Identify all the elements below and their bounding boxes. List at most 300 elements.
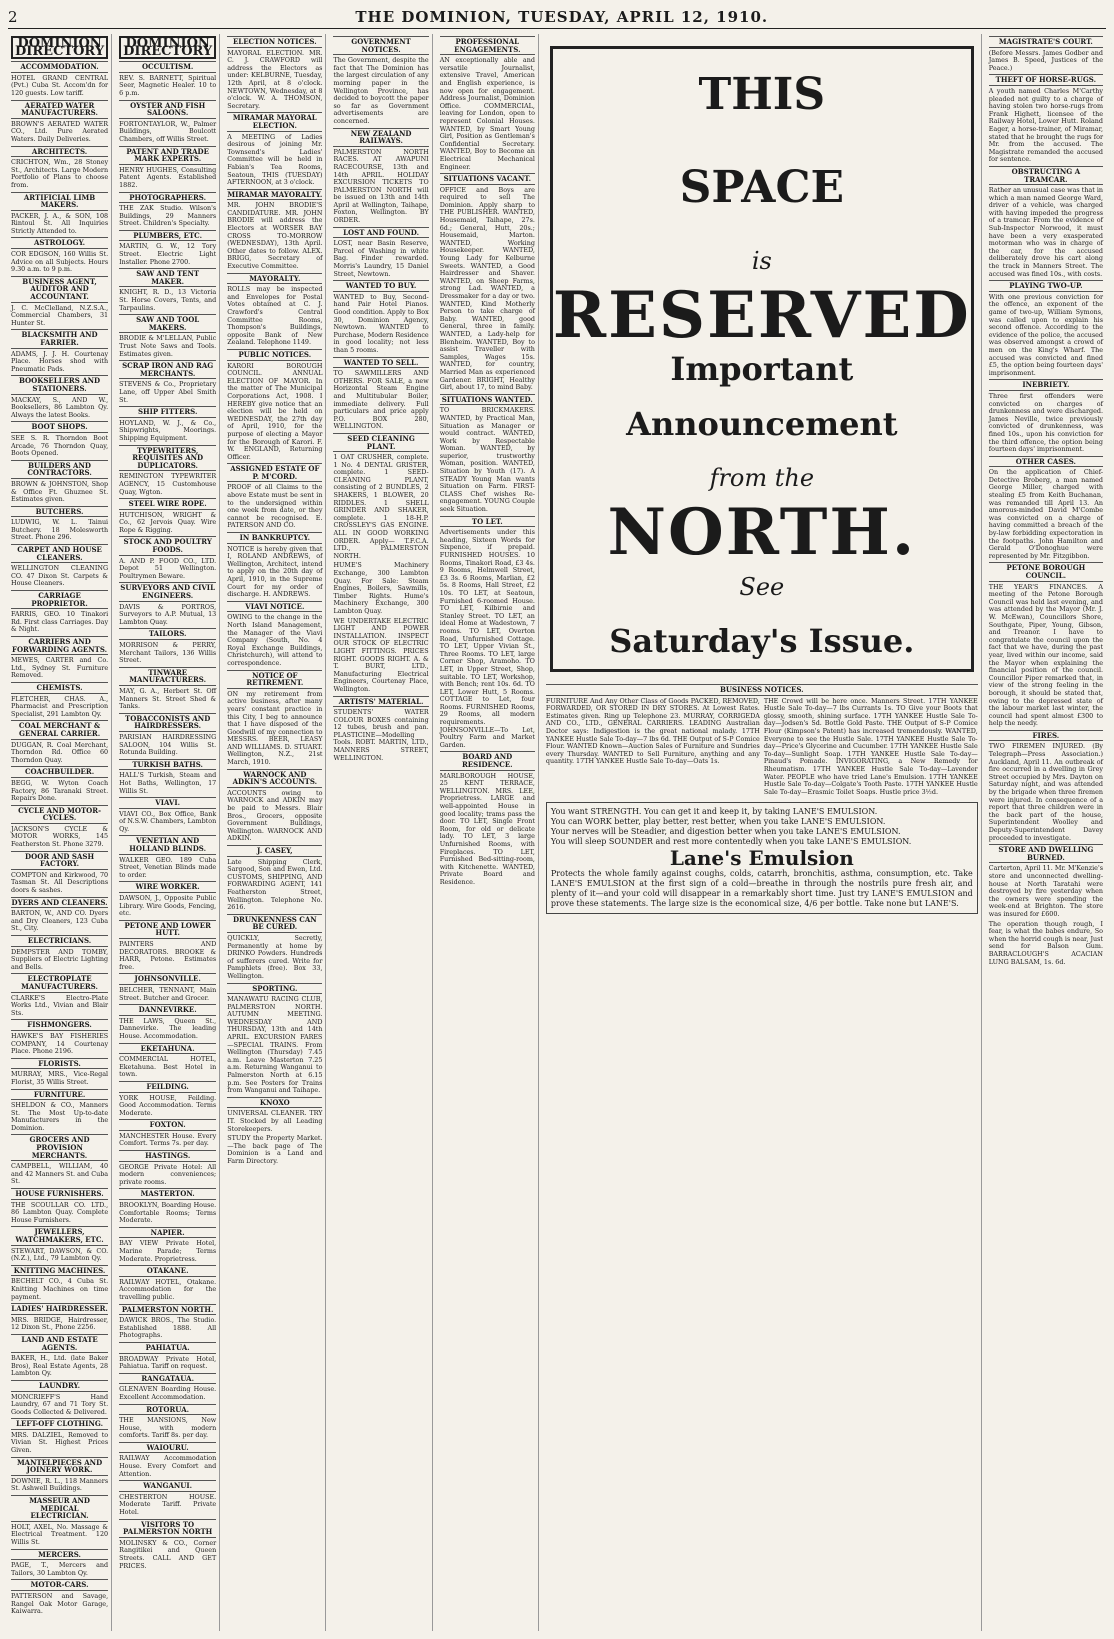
article-text: THE LAWS, Queen St., Dannevirke. The leading House. Accommodation. [119,1016,217,1040]
article-text: WALKER GEO. 189 Cuba Street, Venetian Blinds made to order. [119,855,217,879]
article [440,36,535,171]
article [11,1188,108,1224]
reserved-line: Important [670,350,854,389]
article [119,667,216,711]
section-heading: BLACKSMITH AND FARRIER. [11,329,108,348]
article [227,273,322,347]
section-heading: MAYORALTY. [227,273,322,285]
section-heading: J. CASEY, [227,845,322,857]
article-text: DEMPSTER AND TOMBY, Suppliers of Electric Lighting and Bells. [11,947,109,971]
newspaper-title: THE DOMINION, TUESDAY, APRIL 12, 1910. [355,8,769,26]
section-heading: PETONE BOROUGH COUNCIL. [989,562,1103,581]
reserved-line: Announcement [626,404,898,443]
section-heading: FURNITURE. [11,1089,108,1101]
article-text: SHELDON & CO., Manners St. The Most Up-to-date Manufacturers in the Dominion. [11,1101,109,1132]
article [11,1334,108,1378]
article [119,406,216,442]
article [227,463,322,530]
article-text: KNIGHT, R. D., 13 Victoria St. Horse Covers, Tents, and Tarpaulins. [119,288,217,312]
article-text: (Before Messrs. James Godber and James B. Speed, Justices of the Peace.) [988,48,1104,72]
business-notices-left: FURNITURE And Any Other Class of Goods PACKED, REMOVED, FORWARDED, OR STORED IN DRY STORES. At Lowest Rates. Estimates given. Ring up Telephone 23. MURRAY, CORRIGEDA AND CO., LTD., GENERAL CARRIERS. LEADING Australian Doctor says: Indigestion is the great national malady. 17TH YANKEE Hustle Sale To-day—7 lbs 6d. THE Output of S-P Comice Flour. WANTED Known—Auction Sales of Furniture and Sundries every Thursday. WANTED to Sell Furniture, anything and any quantity. 17TH YANKEE Hustle Sale To-day—Oats 1s. [545,696,760,766]
section-heading: OBSTRUCTING A TRAMCAR. [989,166,1103,185]
section-heading: ACCOMMODATION. [11,61,108,73]
reserved-line: Saturday's Issue. [609,621,915,660]
article [333,36,428,126]
article-text: GEORGE Private Hotel: All modern conveniences; private rooms. [119,1162,217,1186]
article-text: TO BRICKMAKERS. WANTED, by Practical Man, Situation as Manager or would contract. WANTED, Work by Respectable Woman. WANTED, by superior, trustworthy Woman, position. WANTED, Situation by Youth (17). A STEADY Young Man wants Situation on Farm. FIRST-CLASS Chef wishes Re-engagement. YOUNG Couple seek Situation. [439,406,535,514]
ad-title: Lane's Emulsion [669,846,854,871]
article-text: STEWART, DAWSON, & CO. (N.Z.), Ltd., 79 Lambton Qy. [11,1246,109,1263]
ad-text: Your nerves will be Steadier, and digestion better when you take LANE'S EMULSION. [550,827,901,837]
section-heading: MIRAMAR MAYORAL ELECTION. [227,112,322,131]
article [989,280,1103,377]
article [119,1043,216,1079]
article-text: ADAMS, J. J. H. Courtenay Place. Horses shod with Pneumatic Pads. [11,349,109,373]
article-text: CLARKE'S Electro-Plate Works Ltd., Vivian and Blair Sts. [11,993,109,1017]
article [11,935,108,971]
section-heading: AERATED WATER MANUFACTURERS. [11,100,108,119]
section-heading: DRUNKENNESS CAN BE CURED. [227,914,322,933]
article-text: PROOF of all Claims to the above Estate must be sent in to the undersigned within one week from date, or they cannot be recognised. E. PATERSON AND CO. [227,483,323,530]
section-heading: PHOTOGRAPHERS. [119,192,216,204]
article-text: THE MANSIONS, New House, with modern comforts. Tariff 8s. per day. [119,1416,217,1440]
ad-text: You want STRENGTH. You can get it and keep it, by taking LANE'S EMULSION. [550,807,878,817]
article [11,1579,108,1615]
lanes-emulsion-ad [546,802,978,914]
article-text: HOYLAND, W. J., & Co., Shipwrights, Moorings. Shipping Equipment. [119,418,217,442]
article [11,237,108,273]
article-text: MRS. BRIDGE, Hairdresser, 12 Dixon St., Phone 2256. [11,1315,109,1332]
article-text: MARTIN, G. W., 12 Tory Street. Electric Light Installer. Phone 2700. [119,242,217,266]
section-heading: MIRAMAR MAYORALTY. [227,189,323,199]
article-text: MAYORAL ELECTION. MR. C. J. CRAWFORD will address the Electors as under: KELBURNE, Tuesday, 12th April, at 8 o'clock. NEWTOWN, Wednesday, at 8 o'clock. W. A. THOMSON, Secretary. [227,48,323,110]
article [333,562,428,615]
article [11,1134,108,1186]
section-heading: SPORTING. [227,983,322,995]
directory-list [119,61,216,1570]
article [333,696,428,763]
section-heading: DOOR AND SASH FACTORY. [11,851,108,870]
ad-text: Protects the whole family against coughs, colds, catarrh, bronchitis, asthma, consumption, etc. Take LANE'S EMULSION at the first sign of a cold—breathe in through the nostrils pure fresh air, and plenty of it—and your cold will disappear in a remarkably short time. Just try LANE'S EMULSION and prove these statements. The large size is the economical size, 4/6 per bottle. Take none but LANE'S. [550,869,973,909]
article-text: HUME'S Machinery Exchange, 300 Lambton Quay. For Sale: Steam Engines, Boilers, Sawmills, Timber Rights. Hume's Machinery Exchange, 300 Lambton Quay. [333,561,429,615]
section-heading: PATENT AND TRADE MARK EXPERTS. [119,146,216,165]
section-heading: STORE AND DWELLING BURNED. [989,844,1103,863]
article [227,769,322,843]
section-heading: ELECTROPLATE MANUFACTURERS. [11,973,108,992]
article-text: HALL'S Turkish, Steam and Hot Baths, Wellington, 17 Willis St. [119,771,217,795]
article [11,1418,108,1454]
article [119,1519,216,1571]
article [11,682,108,718]
section-heading: MERCERS. [11,1549,108,1561]
article-text: The Government, despite the fact that The Dominion has the largest circulation of any morning paper in the Wellington Province, has decided to boycott the paper so far as Government advertisements are concerned. [333,56,429,125]
section-heading: BUSINESS AGENT, AUDITOR AND ACCOUNTANT. [11,276,108,303]
article-text: NOTICE is hereby given that I, ROLAND ANDREWS, of Wellington, Architect, intend to apply on the 20th day of April, 1910, in the Supreme Court for my order of discharge. H. ANDREWS. [227,544,323,599]
article-text: DAVIS & PORTROS, Surveyors to A.P. Mutual, 13 Lambton Quay. [119,602,217,626]
article [227,36,322,110]
article-text: MANCHESTER House. Every Comfort. Terms 7s. per day. [119,1131,217,1148]
column-6 [543,34,982,1631]
article [333,128,428,225]
article [989,921,1103,967]
section-heading: SURVEYORS AND CIVIL ENGINEERS. [120,583,216,601]
section-heading: SCRAP IRON AND RAG MERCHANTS. [119,360,216,379]
article-text: MOLINSKY & CO., Corner Rangitikei and Queen Streets. CALL AND GET PRICES. [119,1538,217,1570]
article-text: TWO FIREMEN INJURED. (By Telegraph—Press Association.) Auckland, April 11. An outbreak of fire occurred in a dwelling in Grey Street occupied by Mrs. Dayton on Saturday night, and was attended by the brigade when three firemen were injured. In consequence of a report that three children were in the back part of the house, Superintendent Woolley and Deputy-Superintendent Davey proceeded to investigate. [988,742,1104,842]
reserved-line: from the [709,464,815,493]
article-text: THE SCOULLAR CO. LTD., 86 Lambton Quay. Complete House Furnishers. [11,1200,109,1224]
section-heading: OYSTER AND FISH SALOONS. [119,100,216,119]
article-text: COR EDGSON, 160 Willis St. Advice on all Subjects. Hours 9.30 a.m. to 9 p.m. [11,250,109,274]
section-heading: ELECTRICIANS. [11,935,108,947]
article-text: MR. JOHN BRODIE'S CANDIDATURE. MR. JOHN BRODIE will address the Electors at WORSER BAY CROSS TO-MORROW (WEDNESDAY), 13th April. Other dates to follow. ALEX. BRIGG, Secretary of Executive Committee. [227,201,323,271]
article [11,146,108,190]
article [119,445,216,497]
section-heading: WANTED TO SELL. [333,357,428,369]
section-heading: KNOXO [227,1097,322,1109]
column-1 [8,34,112,1631]
article [119,1227,216,1263]
directory-list [11,61,108,1616]
article-text: YORK HOUSE, Feilding. Good Accommodation. Terms Moderate. [119,1093,217,1117]
section-heading: NAPIER. [119,1227,216,1239]
article-text: GLENAVEN Boarding House. Excellent Accommodation. [119,1385,217,1401]
section-heading: MASTERTON. [119,1188,216,1200]
article [119,920,216,972]
article-text: MANAWATU RACING CLUB, PALMERSTON NORTH. AUTUMN MEETING. WEDNESDAY AND THURSDAY, 13th and 14th APRIL. EXCURSION FARES—SPECIAL TRAINS. From Wellington (Thursday) 7.45 a.m. Leave Masterton 7.25 a.m. Returning Wanganui to Palmerston North at 6.15 p.m. See Posters for Trains from Wanganui and Taihape. [227,995,323,1095]
article-text: PATTERSON and Savage, Rangel Oak Motor Garage, Kaiwarra. [11,1591,109,1616]
article [227,601,322,668]
article-text: ACCOUNTS owing to WARNOCK and ADKIN may be paid to Messrs. Blair Bros., Grocers, opposite Government Buildings, Wellington. WARNOCK AND ADKIN. [227,788,323,843]
article-text: COMPTON and Kirkwood, 70 Tasman St. All Descriptions doors & sashes. [11,870,109,895]
article [989,844,1103,918]
article-text: REMINGTON TYPEWRITER AGENCY, 15 Customhouse Quay, Wgton. [119,472,217,496]
article-text: AN exceptionally able and versatile Journalist, extensive Travel, American and English experience, is now open for engagement. Address Journalist, Dominion Office. COMMERCIAL, leaving for London, open to represent Colonial Houses. WANTED, by Smart Young Girl, Position as Gentleman's Confidential Secretary. WANTED, Boy to Become an Electrical Mechanical Engineer. [439,56,535,171]
article [333,280,428,354]
section-heading: CARRIERS AND FORWARDING AGENTS. [11,637,108,654]
article [119,582,216,626]
article [11,375,108,419]
article-text: MORRISON & PERRY, Merchant Tailors, 136 Willis Street. [119,641,217,665]
directory-title: DOMINION DIRECTORY [119,36,216,59]
section-heading: TINWARE MANUFACTURERS. [119,667,216,686]
article [119,1442,216,1478]
article-text: Three first offenders were convicted on charges of drunkenness and were discharged. James Neville, twice previously convicted of drunkenness, was fined 10s., upon his conviction for the third offence, the option being fourteen days' imprisonment. [988,391,1104,454]
masthead [8,6,1106,29]
article [227,845,322,912]
section-heading: HASTINGS. [119,1150,216,1162]
section-heading: STOCK AND POULTRY FOODS. [119,536,216,555]
column-5 [437,34,539,1631]
section-heading: GROCERS AND PROVISION MERCHANTS. [11,1134,108,1161]
article-text: With one previous conviction for the offence, an exponent of the game of two-up, William Symons, was called upon to explain his second offence. According to the evidence of the police, the accused was observed amongst a crowd of men on the King's Wharf. The accused was convicted and fined £5, the option being fourteen days' imprisonment. [988,292,1104,377]
article [119,835,216,879]
article-text: JACKSON'S CYCLE & MOTOR WORKS, 145 Featherston St. Phone 3279. [11,824,109,849]
section-heading: WAIOURU. [119,1442,216,1454]
article-text: MURRAY, MRS., Vice-Regal Florist, 35 Willis Street. [11,1070,109,1086]
article-text: LUDWIG, W. L. Tainui Butchery. 18 Molesworth Street. Phone 296. [11,518,109,542]
article [11,61,108,97]
section-heading: WANTED TO BUY. [333,280,428,292]
article [11,460,108,504]
ad-text: You can WORK better, play better, rest better, when you take LANE'S EMULSION. [550,817,886,827]
article-text: VIAVI CO., Box Office, Bank of N.S.W. Chambers, Lambton Qy. [119,809,217,833]
article [119,100,216,144]
section-heading: BOOT SHOPS. [11,421,108,433]
article-text: PAINTERS AND DECORATORS. BROOKE & HARR, Petone. Estimates free. [119,940,217,971]
section-heading: FISHMONGERS. [11,1019,108,1031]
article [989,74,1103,164]
reserved-line: SPACE [679,162,844,214]
article [11,1019,108,1055]
article-text: STEVENS & Co., Proprietary Lane, off Upper Abel Smith St. [119,380,217,404]
article [119,268,216,312]
article-text: CRICHTON, Wm., 28 Stoney St., Architects. Large Modern Portfolio of Plans to choose from. [11,158,109,189]
section-heading: COAL MERCHANT & GENERAL CARRIER. [11,720,108,739]
article [11,1226,108,1262]
article [333,433,428,561]
column-2 [116,34,220,1631]
section-heading: PUBLIC NOTICES. [227,349,322,361]
section-heading: LOST AND FOUND. [333,227,428,239]
article [119,1119,216,1148]
article-text: WE UNDERTAKE ELECTRIC LIGHT AND POWER INSTALLATION. INSPECT OUR STOCK OF ELECTRIC LIGHT FITTINGS. PRICES RIGHT. GOODS RIGHT. A. & T. BURT, LTD., Manufacturing Electrical Engineers, Courtenay Place, Wellington. [333,616,429,693]
article [440,394,535,514]
article [119,1373,216,1402]
article-text: UNIVERSAL CLEANER. TRY IT. Stocked by all Leading Storekeepers. [227,1109,323,1133]
article [227,1097,322,1133]
section-heading: SEED CLEANING PLANT. [333,433,428,452]
section-heading: WANGANUI. [119,1480,216,1492]
section-heading: CYCLE AND MOTOR-CYCLES. [11,805,108,824]
article-text: The operation though rough, I fear, is what the babes endure, So when the horrid cough is near, Just send for Balson Gum. BARRACLOUGH'S ACACIAN LUNG BALSAM, 1s. 6d. [988,919,1104,966]
article-text: WANTED to Buy, Second-hand Pair Hotel Pianos. Good condition. Apply to Box 30, Dominion Agency, Newtown. WANTED to Purchase, Modern Residence in good locality; not less than 5 rooms. [333,292,429,354]
article [989,730,1103,842]
section-heading: ASSIGNED ESTATE OF P. M'CORD. [227,463,322,482]
article [989,36,1103,72]
article-text: LOST, near Basin Reserve, Parcel of Washing in white Bag. Finder rewarded. Morris's Laundry, 15 Daniel Street, Newtown. [333,239,429,278]
article-text: MONCRIEFF'S Hand Laundry, 67 and 71 Tory St. Goods Collected & Delivered. [11,1392,109,1416]
section-heading: ARTISTS' MATERIAL. [333,696,428,708]
article-text: MARLBOROUGH HOUSE, 25 KENT TERRACE, WELLINGTON. MRS. LEE, Proprietress. LARGE and well-appointed House in good locality; trams pass the door. TO LET, Single Front Room, for old or delicate lady. TO LET, 3 large Unfurnished Rooms, with Fireplaces. TO LET, Furnished Bed-sitting-room, with Kitchenette. WANTED, Private Board and Residence. [439,771,535,886]
article [989,166,1103,278]
article [11,506,108,542]
article [11,1265,108,1301]
article-text: 1 OAT CRUSHER, complete. 1 No. 4 DENTAL GRISTER, complete. 1 SEED-CLEANING PLANT, consisting of 2 BUNDLES, 2 SHAKERS, 1 BLOWER, 20 RIDDLES. 1 SHELL GRINDER AND SHAKER, complete. 1 18-H.P. CROSSLEY'S GAS ENGINE. ALL IN GOOD WORKING ORDER. Apply— T.F.C.A. LTD., PALMERSTON NORTH. [333,453,429,560]
article-text: BELCHER, TENNANT, Main Street. Butcher and Grocer. [119,985,217,1002]
reserved-line: See [739,572,785,601]
section-heading: ARTIFICIAL LIMB MAKERS. [11,192,108,211]
article [119,1342,216,1371]
section-heading: RANGATAUA. [119,1373,216,1385]
article-text: HENRY HUGHES, Consulting Patent Agents. Established 1882. [119,165,217,189]
section-heading: TOBACCONISTS AND HAIRDRESSERS. [119,713,216,732]
article [119,1265,216,1301]
article-text: TO SAWMILLERS AND OTHERS. FOR SALE, a new Horizontal Steam Engine and Multitubular Boiler, immediate delivery. Full particulars and price apply P.O. BOX 280, WELLINGTON. [333,369,429,431]
section-heading: TYPEWRITERS, REQUISITES AND DUPLICATORS. [119,445,216,472]
article [11,973,108,1017]
article-text: MRS. DALZIEL, Removed to Vivian St. Highest Prices Given. [11,1430,109,1455]
section-heading: PLAYING TWO-UP. [989,280,1103,292]
article [227,1135,322,1165]
article [440,751,535,886]
section-heading: MOTOR-CARS. [11,1579,108,1591]
article-text: DOWNIE, R. L., 118 Manners St. Ashwell Buildings. [11,1476,109,1493]
section-heading: BOOKSELLERS AND STATIONERS. [11,375,108,394]
article [227,670,322,767]
section-heading: VIAVI NOTICE. [227,601,322,613]
article-text: A MEETING of Ladies desirous of joining Mr. Townsend's Ladies' Committee will be held in Fabian's Tea Rooms, Seatoun, THIS (TUESDAY) AFTERNOON, at 3 o'clock. [227,132,323,187]
article [119,498,216,534]
column-7 [986,34,1106,1631]
reserved-advertisement [550,46,974,672]
article-text: A youth named Charles M'Carthy pleaded not guilty to a charge of having stolen two horse-rugs from Frank Highett, licensee of the Railway Hotel, Lower Hutt. Roland Eager, a horse-trainer, of Miramar, stated that he brought the rugs for Mr. from the accused. The Magistrate remanded the accused for sentence. [988,86,1104,164]
section-heading: KNITTING MACHINES. [11,1265,108,1277]
page-number: 2 [8,8,18,26]
article [333,357,428,431]
article [440,516,535,750]
section-heading: OCCULTISM. [119,61,216,73]
section-heading: EKETAHUNA. [119,1043,216,1055]
article [11,851,108,895]
section-heading: BUSINESS NOTICES. [546,684,978,696]
article-text: FLETCHER, CHAS. A., Pharmacist and Prescription Specialist, 291 Lambton Qy. [11,694,109,718]
article-text: THE YEAR'S FINANCES. A meeting of the Petone Borough Council was held last evening, and was attended by the Mayor (Mr. J. W. McEwan), Councillors Shore, Southgate, Piper, Young, Gibson, and Treanor. I have to congratulate the council upon the fact that we have, during the past year, lived within our income, said the Mayor when explaining the financial position of the council. Councillor Piper remarked that, in view of the strong feeling in the borough, it should be stated that, owing to the depressed state of the labour market last winter, the council had spent almost £300 to help the needy. [988,582,1104,728]
section-heading: VISITORS TO PALMERSTON NORTH [119,1519,216,1538]
article-text: CAMPBELL, WILLIAM, 40 and 42 Manners St. and Cuba St. [11,1162,109,1186]
section-heading: JOHNSONVILLE. [119,973,216,985]
article-text: FARRIS, GEO. 10 Tinakori Rd. First class Carriages. Day & Night. [11,610,109,634]
article-text: HOLT, AXEL, No. Massage & Electrical Treatment. 120 Willis St. [11,1522,109,1546]
section-heading: LADIES' HAIRDRESSER. [11,1304,108,1314]
article [119,759,216,795]
article [119,1304,216,1340]
article-text: BROWN'S AERATED WATER CO., Ltd. Pure Aerated Waters. Daily Deliveries. [11,119,109,143]
reserved-line: NORTH. [607,495,917,571]
article [11,192,108,236]
section-heading: SHIP FITTERS. [119,406,216,418]
article [11,636,108,680]
article-text: HOTEL GRAND CENTRAL (Pvt.) Cuba St. Accom'dn for 120 guests. Low tariff. [11,73,109,97]
article [440,173,535,392]
section-heading: PETONE AND LOWER HUTT. [119,920,216,939]
article-text: WELLINGTON CLEANING CO. 47 Dixon St. Carpets & House Cleaners. [11,564,109,588]
article-text: STUDY the Property Market.—The back page of The Dominion is a Land and Farm Directory. [227,1134,323,1165]
column-4 [330,34,432,1631]
section-heading: BOARD AND RESIDENCE. [440,751,535,770]
article [119,1081,216,1117]
article [119,146,216,190]
article [119,797,216,833]
article [119,230,216,266]
article-text: PALMERSTON NORTH RACES. AT AWAPUNI RACECOURSE, 13th and 14th APRIL. HOLIDAY EXCURSION TICKETS TO PALMERSTON NORTH will be issued on 13th and 14th April at Wellington, Taihape, Foxton, Wellington. BY ORDER. [333,147,429,225]
section-heading: PALMERSTON NORTH. [119,1304,216,1316]
article-text: BROWN & JOHNSTON, Shop & Office Ft. Ghuznee St. Estimates given. [11,479,109,504]
article-text: REV. S. BARNETT, Spiritual Seer, Magnetic Healer. 10 to 6 p.m. [119,73,217,97]
reserved-line: THIS [698,69,826,121]
article [119,628,216,664]
article [227,189,322,271]
article-text: STUDENTS' WATER COLOUR BOXES containing 12 tubes, brush and pan. PLASTICINE—Modelling Tools. ROBT. MARTIN, LTD., MANNERS STREET, WELLINGTON. [333,708,429,762]
section-heading: LEFT-OFF CLOTHING. [11,1418,108,1430]
article [333,227,428,279]
article [119,973,216,1002]
article [11,1303,108,1332]
article [11,720,108,764]
business-notices-right: THE Crowd will be here once. Manners Street. 17TH YANKEE Hustle Sale To-day—7 lbs Currants 1s. TO Give your Boots that glossy, smooth, shining surface. 17TH YANKEE Hustle Sale To-day—Jodsen's Sd. Bottle Gold Paste. THE Output of S-P Comice Flour (Kimpson's Patent) has increased tremendously. WANTED, Everyone to see the Hustle Sale. 17TH YANKEE Hustle Sale To-day—Price's Glycerine and Cucumber. 17TH YANKEE Hustle Sale To-day—Sunlight Soap. 17TH YANKEE Hustle Sale To-day—Pinaud's Pomade. INVIGORATING, a New Remedy for Rheumatism. 17TH YANKEE Hustle Sale To-day—Lavender Water. PEOPLE who have tried Lane's Emulsion. 17TH YANKEE Hustle Sale To-day—Colgate's Tooth Paste. 17TH YANKEE Hustle Sale To-day—Erasmic Toilet Soaps. Hustle price 3½d. [763,696,978,796]
section-heading: DANNEVIRKE. [119,1004,216,1016]
article-text: SEE S. R. Thorndon Boot Arcade, 76 Thorndon Quay, Boots Opened. [11,433,109,458]
article-text: BEGG, W. Wyton Coach Factory, 86 Taranaki Street. Repairs Done. [11,778,109,803]
section-heading: JEWELLERS, WATCHMAKERS, ETC. [11,1226,108,1245]
section-heading: SITUATIONS WANTED. [440,394,535,406]
article [989,562,1103,727]
article [119,61,216,97]
section-heading: SAW AND TOOL MAKERS. [119,314,216,333]
section-heading: MASSEUR AND MEDICAL ELECTRICIAN. [11,1495,108,1522]
article [227,349,322,461]
article [119,1480,216,1516]
article-text: BECHELT CO., 4 Cuba St. Knitting Machines on time payment. [11,1277,109,1301]
section-heading: BUILDERS AND CONTRACTORS. [11,460,108,479]
article [989,379,1103,453]
article [11,100,108,144]
article [119,360,216,404]
article-text: RAILWAY HOTEL, Otakane. Accommodation for the travelling public. [119,1277,217,1301]
article [333,618,428,694]
article-text: DAWICK BROS., The Studio. Established 1888. All Photographs. [119,1316,217,1340]
article-text: BAKER, H., Ltd. (late Baker Bros), Real Estate Agents, 28 Lambton Qy. [11,1354,109,1378]
section-heading: OTAKANE. [119,1265,216,1277]
section-heading: INEBRIETY. [989,379,1103,391]
article [119,192,216,228]
section-heading: MANTELPIECES AND JOINERY WORK. [11,1457,108,1476]
reserved-line: RESERVED [552,278,971,354]
article-text: BARTON, W., AND CO. Dyers and Dry Cleaners, 123 Cuba St., City. [11,909,109,933]
article [11,1495,108,1547]
article-text: MAY, G. A., Herbert St. Off Manners St. Street Shed & Tanks. [119,686,217,711]
article-text: FORTONTAYLOR, W., Palmer Buildings, Boulcott Chambers, off Willis Street. [119,119,217,143]
section-heading: IN BANKRUPTCY. [227,532,322,544]
article-text: COMMERCIAL HOTEL, Eketahuna. Best Hotel in town. [119,1055,217,1079]
article-text: HAWKE'S BAY FISHERIES COMPANY, 14 Courtenay Place. Phone 2196. [11,1031,109,1056]
article [11,1089,108,1133]
article-text: RAILWAY Accommodation House. Every Comfort and Attention. [119,1454,217,1478]
article [227,983,322,1095]
article-text: BROOKLYN, Boarding House. Comfortable Rooms; Terms Moderate. [119,1201,217,1225]
article-text: BROADWAY Private Hotel, Pahiatua. Tariff on request. [119,1354,217,1371]
article-text: Carterton, April 11. Mr. M'Kenzie's store and unconnected dwelling-house at North Taratahi were destroyed by fire yesterday when the owners were spending the week-end at Brighton. The store was insured for £600. [988,864,1104,918]
article [11,1058,108,1087]
article-text: ON my retirement from active business, after many years' constant practice in this City, I beg to announce that I have disposed of the Goodwill of my connection to MESSRS. BEER, LEASY AND WILLIAMS. D. STUART. Wellington, N.Z., 21st March, 1910. [227,689,323,767]
section-heading: LAUNDRY. [11,1380,108,1392]
section-heading: THEFT OF HORSE-RUGS. [989,74,1103,86]
article-text: DAWSON, J., Opposite Public Library. Wire Goods, Fencing, etc. [119,894,217,918]
article-text: J. C. McClelland, N.Z.S.A., Commercial Chambers, 31 Hunter St. [11,303,109,327]
article-text: HUTCHISON, WRIGHT & Co., 62 Jervois Quay. Wire Rope & Rigging. [119,510,217,534]
section-heading: MAGISTRATE'S COURT. [989,36,1103,48]
article-text: A. AND P. FOOD CO., LTD. Depot 51 Wellington. Poultrymen Beware. [119,556,217,580]
article [989,456,1103,561]
ad-text: You will sleep SOUNDER and rest more contentedly when you take LANE'S EMULSION. [550,837,912,847]
article [11,329,108,373]
section-heading: ARCHITECTS. [11,146,108,158]
article-text: KARORI BOROUGH COUNCIL. ANNUAL ELECTION OF MAYOR. In the matter of The Municipal Corporations Act, 1908. I HEREBY give notice that an election will be held on WEDNESDAY, the 27th day of April, 1910, for the purpose of electing a Mayor for the Borough of Karori. F. W. ENGLAND, Returning Officer. [227,361,323,461]
article-text: On the application of Chief-Detective Broberg, a man named George Miller, charged with stealing £5 from Keith Buchanan, was remanded till April 13. An amorous-minded David M'Combe was convicted on a charge of having committed a breach of the by-law forbidding expectoration in the footpaths. John Hamilton and Gerald O'Donoghue were represented by Mr. Fitzgibbon. [988,468,1104,560]
article [119,536,216,580]
section-heading: TAILORS. [119,628,216,640]
section-heading: ROTORUA. [119,1404,216,1416]
